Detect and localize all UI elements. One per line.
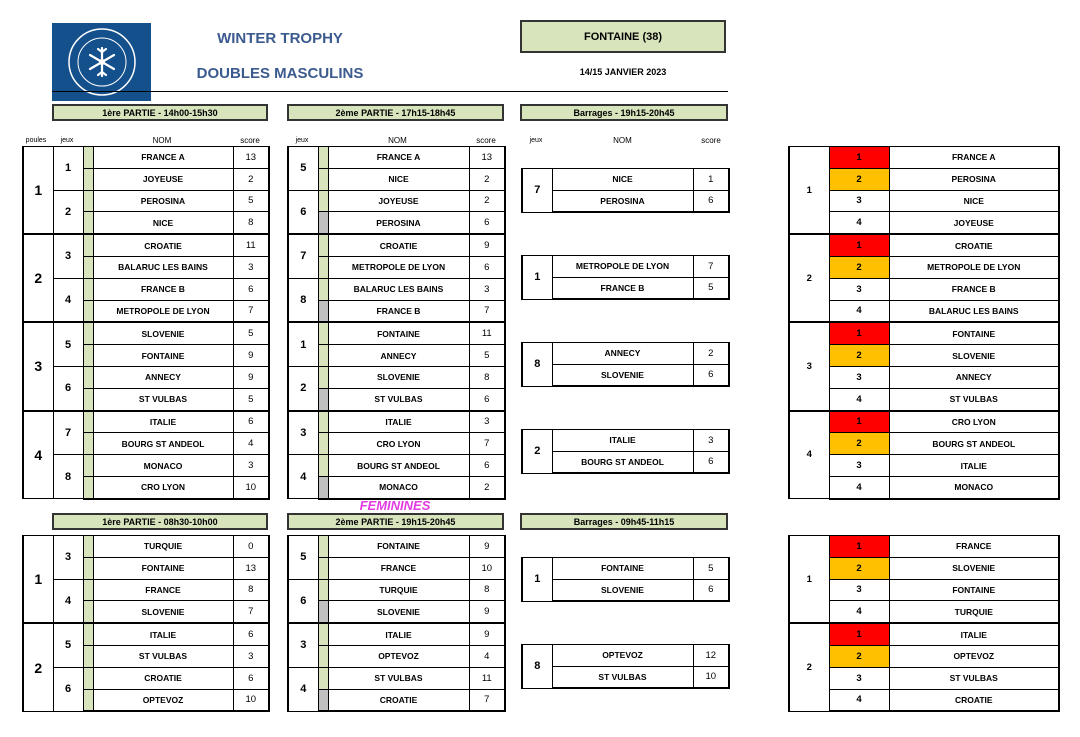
ranking-team-name: MONACO [889,476,1059,498]
ranking-poule-number: 1 [789,147,829,235]
team-name: MONACO [93,455,233,477]
side-marker [318,147,328,169]
nom-label: NOM [152,136,172,145]
team-score: 5 [233,190,269,212]
side-marker [318,433,328,455]
team-score: 9 [233,345,269,367]
team-score: 10 [233,689,269,711]
team-score: 5 [233,388,269,410]
side-marker [318,300,328,322]
team-name: SLOVENIE [93,601,233,623]
barrage-team-score: 5 [693,277,729,299]
team-score: 8 [469,366,505,388]
jeu-number: 5 [288,536,318,580]
jeu-number: 2 [288,366,318,410]
score-label: score [240,136,260,145]
team-name: METROPOLE DE LYON [328,256,469,278]
ranking-team-name: ANNECY [889,366,1059,388]
team-score: 5 [233,322,269,344]
jeu-number: 3 [288,623,318,667]
rank-position: 4 [829,388,889,410]
team-score: 5 [469,345,505,367]
team-name: FRANCE B [93,278,233,300]
team-score: 0 [233,536,269,558]
jeu-number: 6 [288,579,318,623]
barrage-team-score: 10 [693,666,729,688]
barrage-team-name: PEROSINA [552,190,693,212]
poule-number: 2 [23,623,53,711]
ranking-team-name: ITALIE [889,623,1059,645]
team-name: FRANCE [93,579,233,601]
jeu-number: 4 [288,455,318,499]
barrage-team-score: 6 [693,451,729,473]
team-name: OPTEVOZ [93,689,233,711]
side-marker [318,645,328,667]
rank-position: 2 [829,433,889,455]
rank-position: 3 [829,190,889,212]
side-marker [318,234,328,256]
men-barrages-header: Barrages - 19h15-20h45 [520,104,728,121]
jeu-number: 8 [53,455,83,499]
women-phase2-header: 2ème PARTIE - 19h15-20h45 [287,513,504,530]
side-marker [318,411,328,433]
team-score: 13 [233,557,269,579]
rank-position: 4 [829,601,889,623]
men-barrage-table [521,255,730,301]
team-name: FRANCE A [328,147,469,169]
team-score: 9 [469,601,505,623]
team-name: BALARUC LES BAINS [328,278,469,300]
jeu-number: 2 [53,190,83,234]
team-name: CROATIE [93,667,233,689]
team-name: FRANCE A [93,147,233,169]
ranking-team-name: METROPOLE DE LYON [889,256,1059,278]
ranking-team-name: TURQUIE [889,601,1059,623]
ranking-team-name: OPTEVOZ [889,645,1059,667]
jeu-number: 5 [53,322,83,366]
team-name: FONTAINE [328,536,469,558]
ranking-poule-number: 4 [789,411,829,499]
side-marker [83,433,93,455]
page-title: WINTER TROPHY [217,30,343,47]
team-score: 3 [233,645,269,667]
side-marker [83,645,93,667]
team-name: OPTEVOZ [328,645,469,667]
barrage-jeu-number: 1 [522,557,552,601]
men-phase1-header: 1ère PARTIE - 14h00-15h30 [52,104,268,121]
side-marker [83,689,93,711]
jeu-number: 4 [288,667,318,711]
women-phase1-table [22,535,270,712]
side-marker [83,212,93,234]
team-name: PEROSINA [93,190,233,212]
side-marker [318,579,328,601]
side-marker [318,667,328,689]
team-name: ST VULBAS [328,388,469,410]
rank-position: 3 [829,278,889,300]
team-name: JOYEUSE [93,168,233,190]
team-score: 6 [233,623,269,645]
team-score: 3 [233,455,269,477]
jeu-number: 1 [53,147,83,191]
team-score: 2 [233,168,269,190]
jeu-number: 6 [53,366,83,410]
team-name: SLOVENIE [328,366,469,388]
team-name: PEROSINA [328,212,469,234]
side-marker [83,623,93,645]
rank-position: 3 [829,366,889,388]
barrage-team-name: NICE [552,168,693,190]
team-score: 7 [469,300,505,322]
barrage-team-score: 6 [693,190,729,212]
ranking-team-name: CROATIE [889,689,1059,711]
team-name: ST VULBAS [93,645,233,667]
ranking-poule-number: 1 [789,536,829,624]
team-name: ITALIE [328,623,469,645]
team-name: ST VULBAS [328,667,469,689]
team-score: 7 [233,300,269,322]
team-score: 8 [469,579,505,601]
team-score: 3 [233,256,269,278]
team-score: 9 [469,623,505,645]
side-marker [83,476,93,498]
team-name: ST VULBAS [93,388,233,410]
team-name: CROATIE [328,234,469,256]
poule-number: 3 [23,322,53,410]
side-marker [83,190,93,212]
team-score: 4 [233,433,269,455]
ranking-team-name: BALARUC LES BAINS [889,300,1059,322]
team-score: 9 [469,234,505,256]
team-name: TURQUIE [328,579,469,601]
side-marker [83,322,93,344]
team-score: 10 [469,557,505,579]
jeu-number: 1 [288,322,318,366]
team-name: BOURG ST ANDEOL [328,455,469,477]
men-phase2-header: 2ème PARTIE - 17h15-18h45 [287,104,504,121]
team-name: JOYEUSE [328,190,469,212]
team-name: METROPOLE DE LYON [93,300,233,322]
header-divider [52,91,728,92]
poule-number: 4 [23,411,53,499]
barrage-team-name: FRANCE B [552,277,693,299]
ranking-team-name: CROATIE [889,234,1059,256]
men-ranking-table [788,146,1060,500]
ranking-team-name: CRO LYON [889,411,1059,433]
team-score: 10 [233,476,269,498]
rank-position: 2 [829,256,889,278]
rank-position: 1 [829,147,889,169]
poule-number: 2 [23,234,53,322]
barrage-team-score: 2 [693,342,729,364]
rank-position: 1 [829,411,889,433]
team-score: 8 [233,212,269,234]
team-score: 11 [469,322,505,344]
side-marker [83,667,93,689]
jeu-number: 4 [53,579,83,623]
women-barrage-table [521,644,730,690]
barrage-jeu-number: 8 [522,644,552,688]
ranking-team-name: FRANCE [889,536,1059,558]
team-score: 9 [233,366,269,388]
women-barrages-header: Barrages - 09h45-11h15 [520,513,728,530]
women-ranking-table [788,535,1060,712]
rank-position: 1 [829,234,889,256]
team-score: 7 [469,433,505,455]
barrage-jeu-number: 2 [522,429,552,473]
team-score: 6 [233,667,269,689]
side-marker [318,256,328,278]
team-score: 3 [469,278,505,300]
team-name: TURQUIE [93,536,233,558]
side-marker [318,168,328,190]
jeu-number: 3 [53,536,83,580]
side-marker [318,476,328,498]
men-barrage-table [521,168,730,214]
team-score: 3 [469,411,505,433]
ranking-team-name: ITALIE [889,455,1059,477]
side-marker [83,388,93,410]
barrage-jeu-number: 1 [522,255,552,299]
rank-position: 4 [829,212,889,234]
side-marker [83,366,93,388]
side-marker [83,601,93,623]
team-name: MONACO [328,476,469,498]
side-marker [318,278,328,300]
barrage-jeu-number: 7 [522,168,552,212]
side-marker [83,300,93,322]
jeux-label: jeux [60,137,74,144]
winter-trophy-logo [52,23,151,101]
side-marker [318,536,328,558]
barrage-team-score: 7 [693,255,729,277]
feminines-title: FEMININES [359,498,431,513]
side-marker [83,168,93,190]
event-date: 14/15 JANVIER 2023 [579,67,667,77]
team-name: ANNECY [328,345,469,367]
barrage-team-name: ITALIE [552,429,693,451]
page-subtitle: DOUBLES MASCULINS [196,65,364,82]
rank-position: 3 [829,579,889,601]
women-phase2-table [287,535,506,712]
ranking-team-name: NICE [889,190,1059,212]
barrage-team-name: OPTEVOZ [552,644,693,666]
team-name: ITALIE [93,411,233,433]
side-marker [318,557,328,579]
side-marker [83,147,93,169]
team-score: 6 [469,388,505,410]
jeu-number: 7 [288,234,318,278]
team-score: 13 [469,147,505,169]
barrage-team-name: SLOVENIE [552,364,693,386]
side-marker [83,536,93,558]
team-name: BALARUC LES BAINS [93,256,233,278]
side-marker [318,623,328,645]
barrage-team-score: 6 [693,364,729,386]
ranking-poule-number: 3 [789,322,829,410]
barrage-team-name: FONTAINE [552,557,693,579]
snowflake-icon [66,26,138,98]
ranking-poule-number: 2 [789,623,829,711]
barrage-team-name: ST VULBAS [552,666,693,688]
poule-number: 1 [23,147,53,235]
jeux-label: jeux [295,137,309,144]
rank-position: 3 [829,455,889,477]
ranking-team-name: SLOVENIE [889,345,1059,367]
team-name: BOURG ST ANDEOL [93,433,233,455]
side-marker [83,557,93,579]
jeu-number: 5 [288,147,318,191]
team-name: ITALIE [328,411,469,433]
barrage-team-score: 1 [693,168,729,190]
jeu-number: 5 [53,623,83,667]
team-score: 6 [469,212,505,234]
side-marker [318,366,328,388]
jeu-number: 6 [53,667,83,711]
barrage-team-score: 12 [693,644,729,666]
score-label: score [476,136,496,145]
men-barrage-table [521,429,730,475]
ranking-team-name: FRANCE A [889,147,1059,169]
rank-position: 2 [829,557,889,579]
team-score: 11 [469,667,505,689]
barrage-team-name: BOURG ST ANDEOL [552,451,693,473]
team-name: FONTAINE [93,345,233,367]
jeux-label: jeux [529,137,543,144]
barrage-team-name: METROPOLE DE LYON [552,255,693,277]
rank-position: 1 [829,322,889,344]
rank-position: 4 [829,689,889,711]
team-name: CROATIE [328,689,469,711]
venue-box: FONTAINE (38) [520,20,726,53]
team-name: CRO LYON [328,433,469,455]
side-marker [83,234,93,256]
women-phase1-header: 1ère PARTIE - 08h30-10h00 [52,513,268,530]
jeu-number: 3 [288,411,318,455]
rank-position: 2 [829,168,889,190]
side-marker [318,601,328,623]
ranking-team-name: FRANCE B [889,278,1059,300]
side-marker [83,345,93,367]
rank-position: 1 [829,623,889,645]
team-score: 13 [233,147,269,169]
team-name: CRO LYON [93,476,233,498]
barrage-team-score: 3 [693,429,729,451]
team-name: ITALIE [93,623,233,645]
team-name: FRANCE B [328,300,469,322]
men-phase2-table [287,146,506,500]
rank-position: 2 [829,645,889,667]
ranking-team-name: ST VULBAS [889,388,1059,410]
men-phase1-table [22,146,270,500]
team-score: 7 [469,689,505,711]
nom-label: NOM [613,136,632,145]
team-name: ANNECY [93,366,233,388]
side-marker [83,455,93,477]
barrage-team-name: ANNECY [552,342,693,364]
women-barrage-table [521,557,730,603]
barrage-team-score: 5 [693,557,729,579]
jeu-number: 3 [53,234,83,278]
team-score: 6 [233,278,269,300]
ranking-team-name: PEROSINA [889,168,1059,190]
poules-label: poules [25,137,47,144]
ranking-team-name: JOYEUSE [889,212,1059,234]
team-name: NICE [328,168,469,190]
team-name: FONTAINE [93,557,233,579]
side-marker [318,190,328,212]
rank-position: 4 [829,476,889,498]
team-name: SLOVENIE [93,322,233,344]
team-score: 7 [233,601,269,623]
side-marker [83,256,93,278]
men-barrage-table [521,342,730,388]
ranking-team-name: ST VULBAS [889,667,1059,689]
team-score: 11 [233,234,269,256]
team-score: 2 [469,476,505,498]
side-marker [83,579,93,601]
rank-position: 3 [829,667,889,689]
team-score: 2 [469,168,505,190]
jeu-number: 6 [288,190,318,234]
team-name: SLOVENIE [328,601,469,623]
team-name: NICE [93,212,233,234]
barrage-team-score: 6 [693,579,729,601]
team-score: 9 [469,536,505,558]
rank-position: 1 [829,536,889,558]
score-label: score [701,136,721,145]
team-score: 4 [469,645,505,667]
team-name: FRANCE [328,557,469,579]
team-score: 6 [233,411,269,433]
side-marker [318,388,328,410]
ranking-team-name: BOURG ST ANDEOL [889,433,1059,455]
rank-position: 2 [829,345,889,367]
poule-number: 1 [23,536,53,624]
side-marker [318,345,328,367]
side-marker [318,212,328,234]
side-marker [318,689,328,711]
ranking-team-name: FONTAINE [889,322,1059,344]
team-score: 6 [469,455,505,477]
jeu-number: 7 [53,411,83,455]
team-name: CROATIE [93,234,233,256]
side-marker [83,278,93,300]
ranking-team-name: SLOVENIE [889,557,1059,579]
team-score: 2 [469,190,505,212]
barrage-team-name: SLOVENIE [552,579,693,601]
rank-position: 4 [829,300,889,322]
ranking-poule-number: 2 [789,234,829,322]
team-name: FONTAINE [328,322,469,344]
jeu-number: 8 [288,278,318,322]
team-score: 6 [469,256,505,278]
jeu-number: 4 [53,278,83,322]
ranking-team-name: FONTAINE [889,579,1059,601]
side-marker [318,455,328,477]
team-score: 8 [233,579,269,601]
side-marker [83,411,93,433]
side-marker [318,322,328,344]
barrage-jeu-number: 8 [522,342,552,386]
nom-label: NOM [388,136,407,145]
